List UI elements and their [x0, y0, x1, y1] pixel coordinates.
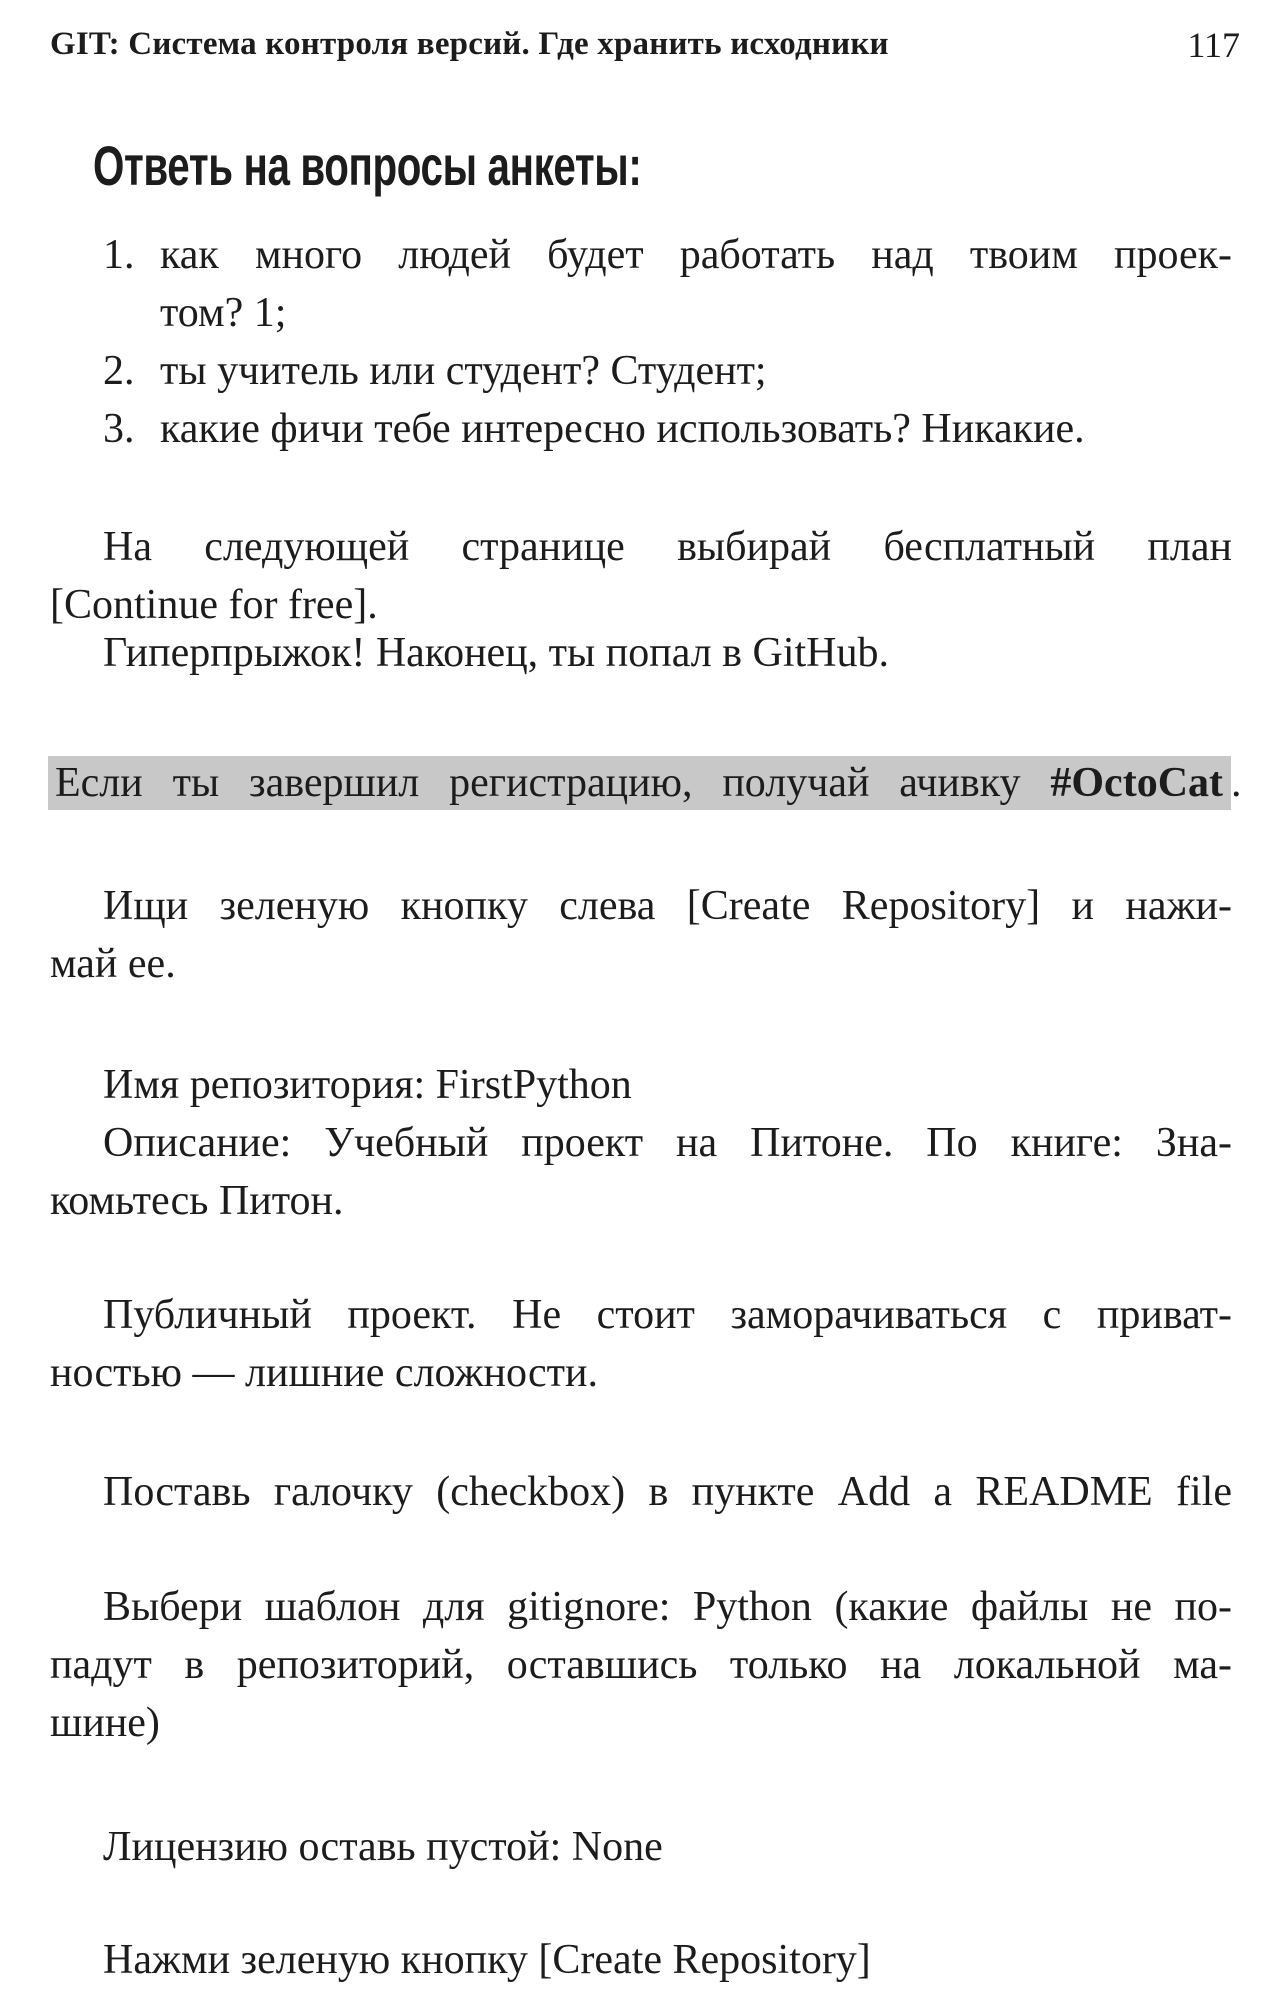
section-heading: Ответь на вопросы анкеты:	[93, 134, 642, 197]
list-item-1-line-1: 1. как много людей будет работать над твоим проек-	[50, 226, 1232, 284]
paragraph-public-project: Публичный проект. Не стоит заморачиваться с приват- ностью — лишние сложности.	[50, 1292, 1232, 1396]
description-line-1: Описание: Учебный проект на Питоне. По книге: Зна-	[103, 1120, 1232, 1166]
paragraph-license: Лицензию оставь пустой: None	[103, 1824, 663, 1870]
list-marker-2: 2.	[103, 348, 135, 394]
paragraph-free-plan: На следующей странице выбирай бесплатный план [Continue for free].	[50, 524, 1232, 628]
achievement-text: Если ты завершил регистрацию, получай ачивку	[55, 760, 1021, 806]
questions-list	[50, 226, 1232, 458]
paragraph-gitignore: Выбери шаблон для gitignore: Python (какие файлы не по- падут в репозиторий, оставшись только на локальной ма- шине)	[50, 1584, 1232, 1746]
description-line-2: комьтесь Питон.	[50, 1178, 344, 1224]
paragraph-create-button: Ищи зеленую кнопку слева [Create Repository] и нажи- май ее.	[50, 883, 1232, 987]
list-marker-1: 1.	[103, 232, 135, 278]
repo-name-line: Имя репозитория: FirstPython	[103, 1062, 632, 1108]
paragraph-readme: Поставь галочку (checkbox) в пункте Add a README file	[103, 1469, 1232, 1515]
page-number: 117	[1187, 25, 1240, 65]
list-item-2: 2. ты учитель или студент? Студент;	[50, 342, 1232, 400]
paragraph-create-repo: Нажми зеленую кнопку [Create Repository]	[103, 1937, 871, 1983]
list-marker-3: 3.	[103, 406, 135, 452]
highlight-band	[48, 756, 1231, 810]
paragraph-hyperjump: Гиперпрыжок! Наконец, ты попал в GitHub.	[103, 630, 890, 676]
list-item-3: 3. какие фичи тебе интересно использовать? Никакие.	[50, 400, 1232, 458]
achievement-highlight-row	[48, 756, 1242, 810]
list-item-1-line-2: том? 1;	[160, 290, 287, 336]
achievement-period: .	[1231, 760, 1242, 806]
running-head: GIT: Система контроля версий. Где хранить исходники	[50, 26, 889, 62]
octocat-badge: #OctoCat	[1050, 760, 1224, 806]
paragraph-repo-details	[50, 1056, 1232, 1230]
